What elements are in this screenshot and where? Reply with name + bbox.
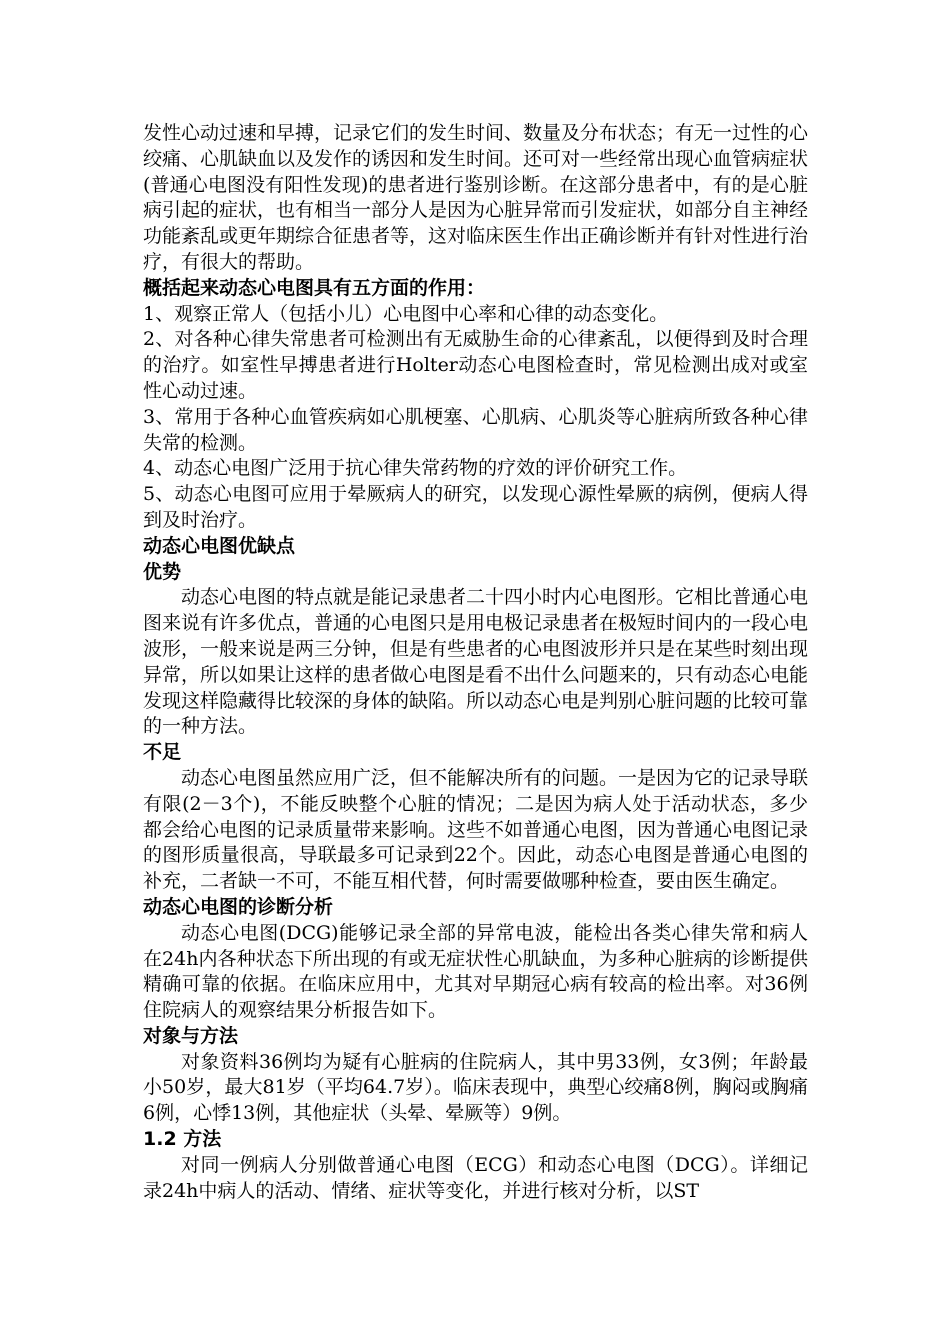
disadvantages-heading: 不足 (143, 741, 182, 764)
advantages-heading: 优势 (143, 560, 182, 583)
subjects-paragraph: 对象资料36例均为疑有心脏病的住院病人，其中男33例，女3例；年龄最小50岁，最大81岁（平均64.7岁）。临床表现中，典型心绞痛8例，胸闷或胸痛6例，心悸13例，其他症状（头晕、晕厥等）9例。 (143, 1050, 808, 1125)
function-item-1: 1、观察正常人（包括小儿）心电图中心率和心律的动态变化。 (143, 302, 669, 325)
function-item-4: 4、动态心电图广泛用于抗心律失常药物的疗效的评价研究工作。 (143, 457, 688, 480)
method-heading: 1.2 方法 (143, 1128, 222, 1151)
diagnosis-heading: 动态心电图的诊断分析 (143, 895, 334, 918)
function-item-5: 5、动态心电图可应用于晕厥病人的研究，以发现心源性晕厥的病例，便病人得到及时治疗。 (143, 483, 808, 531)
function-item-3: 3、常用于各种心血管疾病如心肌梗塞、心肌病、心肌炎等心脏病所致各种心律失常的检测。 (143, 405, 808, 454)
pros-cons-heading: 动态心电图优缺点 (143, 534, 296, 557)
method-paragraph: 对同一例病人分别做普通心电图（ECG）和动态心电图（DCG）。详细记录24h中病人的活动、情绪、症状等变化，并进行核对分析，以ST (143, 1153, 808, 1202)
document-body (143, 121, 808, 1204)
diagnosis-paragraph: 动态心电图(DCG)能够记录全部的异常电波，能检出各类心律失常和病人在24h内各种状态下所出现的有或无症状性心肌缺血，为多种心脏病的诊断提供精确可靠的依据。在临床应用中，尤其对早期冠心病有较高的检出率。对36例住院病人的观察结果分析报告如下。 (143, 921, 808, 1022)
intro-paragraph: 发性心动过速和早搏，记录它们的发生时间、数量及分布状态；有无一过性的心绞痛、心肌缺血以及发作的诱因和发生时间。还可对一些经常出现心血管病症状(普通心电图没有阳性发现)的患者进行鉴别诊断。在这部分患者中，有的是心脏病引起的症状，也有相当一部分人是因为心脏异常而引发症状，如部分自主神经功能紊乱或更年期综合征患者等，这对临床医生作出正确诊断并有针对性进行治疗，有很大的帮助。 (143, 122, 809, 273)
five-functions-heading: 概括起来动态心电图具有五方面的作用： (143, 276, 486, 299)
subjects-methods-heading: 对象与方法 (143, 1024, 239, 1047)
function-item-2: 2、对各种心律失常患者可检测出有无威胁生命的心律紊乱，以便得到及时合理的治疗。如室性早搏患者进行Holter动态心电图检查时，常见检测出成对或室性心动过速。 (143, 328, 808, 402)
disadvantages-paragraph: 动态心电图虽然应用广泛，但不能解决所有的问题。一是因为它的记录导联有限(2－3个)，不能反映整个心脏的情况；二是因为病人处于活动状态，多少都会给心电图的记录质量带来影响。这些不如普通心电图，因为普通心电图记录的图形质量很高，导联最多可记录到22个。因此，动态心电图是普通心电图的补充，二者缺一不可，不能互相代替，何时需要做哪种检查，要由医生确定。 (143, 766, 809, 893)
advantages-paragraph: 动态心电图的特点就是能记录患者二十四小时内心电图形。它相比普通心电图来说有许多优点，普通的心电图只是用电极记录患者在极短时间内的一段心电波形，一般来说是两三分钟，但是有些患者的心电图波形并只是在某些时刻出现异常，所以如果让这样的患者做心电图是看不出什么问题来的，只有动态心电能发现这样隐藏得比较深的身体的缺陷。所以动态心电是判别心脏问题的比较可靠的一种方法。 (143, 586, 809, 738)
